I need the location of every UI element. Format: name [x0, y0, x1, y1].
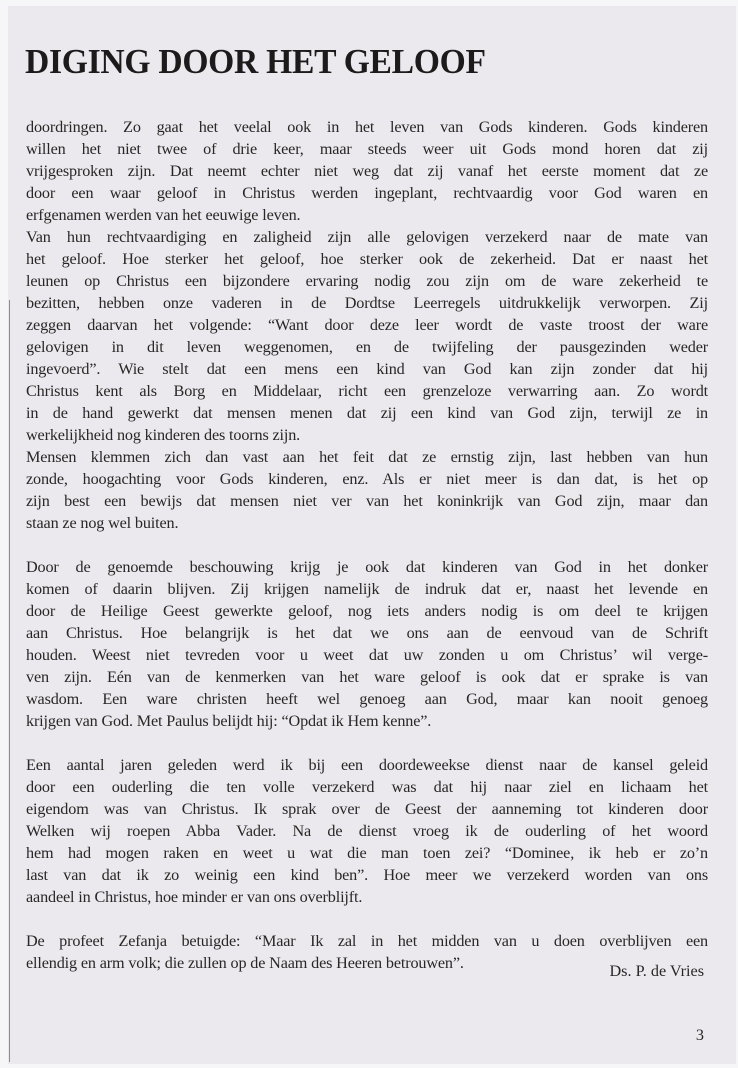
text-line: bezitten, hebben onze vaderen in de Dordtse Leerregels uitdrukkelijk verworpen. Zij — [26, 294, 708, 312]
paragraph — [26, 556, 708, 732]
page-edge-divider — [9, 300, 10, 1062]
text-line: komen of daarin blijven. Zij krijgen namelijk de indruk dat er, naast het levende en — [26, 580, 708, 598]
text-line: willen het niet twee of drie keer, maar steeds weer uit Gods mond horen dat zij — [26, 140, 708, 158]
text-line: zonde, hoogachting voor Gods kinderen, enz. Als er niet meer is dan dat, is het op — [26, 470, 708, 488]
text-line: houden. Weest niet tevreden voor u weet dat uw zonden u om Christus’ wil verge- — [26, 646, 708, 664]
text-line: Christus kent als Borg en Middelaar, richt een grenzeloze verwarring aan. Zo wordt — [26, 382, 708, 400]
article-body — [26, 116, 708, 996]
text-line: krijgen van God. Met Paulus belijdt hij: “Opdat ik Hem kenne”. — [26, 712, 432, 730]
text-line: gelovigen in dit leven weggenomen, en de twijfeling der pausgezinden weder — [26, 338, 708, 356]
text-line: doordringen. Zo gaat het veelal ook in het leven van Gods kinderen. Gods kinderen — [26, 118, 708, 136]
text-line: zijn best een bewijs dat mensen niet ver van het koninkrijk van God zijn, maar dan — [26, 492, 708, 510]
text-line: werkelijkheid nog kinderen des toorns zijn. — [26, 426, 301, 444]
text-line: staan ze nog wel buiten. — [26, 514, 179, 532]
text-line: vrijgesproken zijn. Dat neemt echter niet weg dat zij vanaf het eerste moment dat ze — [26, 162, 708, 180]
text-line: het geloof. Hoe sterker het geloof, hoe sterker ook de zekerheid. Dat er naast het — [26, 250, 708, 268]
paragraph — [26, 116, 708, 226]
text-line: ven zijn. Eén van de kenmerken van het ware geloof is ook dat er sprake is van — [26, 668, 708, 686]
text-line: hem had mogen raken en weet u wat die man toen zei? “Dominee, ik heb er zo’n — [26, 844, 708, 862]
paragraph — [26, 226, 708, 446]
text-line: Een aantal jaren geleden werd ik bij een doordeweekse dienst naar de kansel geleid — [26, 756, 708, 774]
text-line: door een waar geloof in Christus werden ingeplant, rechtvaardig voor God waren en — [26, 184, 708, 202]
article-title: DIGING DOOR HET GELOOF — [25, 42, 486, 81]
text-line: aan Christus. Hoe belangrijk is het dat we ons aan de eenvoud van de Schrift — [26, 624, 708, 642]
text-line: Door de genoemde beschouwing krijg je ook dat kinderen van God in het donker — [26, 558, 708, 576]
paragraph — [26, 446, 708, 534]
text-line: door de Heilige Geest gewerkte geloof, nog iets anders nodig is om deel te krijgen — [26, 602, 708, 620]
text-line: ellendig en arm volk; die zullen op de Naam des Heeren betrouwen”. — [26, 954, 464, 972]
paragraph — [26, 754, 708, 908]
text-line: aandeel in Christus, hoe minder er van ons overblijft. — [26, 888, 363, 906]
text-line: door een ouderling die ten volle verzekerd was dat hij naar ziel en lichaam het — [26, 778, 708, 796]
text-line: last van dat ik zo weinig een kind ben”. Hoe meer we verzekerd worden van ons — [26, 866, 708, 884]
text-line: De profeet Zefanja betuigde: “Maar Ik zal in het midden van u doen overblijven een — [26, 932, 708, 950]
text-line: in de hand gewerkt dat mensen menen dat zij een kind van God zijn, terwijl ze in — [26, 404, 708, 422]
author-signature: Ds. P. de Vries — [609, 962, 704, 980]
text-line: zeggen daarvan het volgende: “Want door deze leer wordt de vaste troost der ware — [26, 316, 708, 334]
text-line: leunen op Christus een bijzondere ervaring nodig zou zijn om de ware zekerheid te — [26, 272, 708, 290]
text-line: erfgenamen werden van het eeuwige leven. — [26, 206, 301, 224]
text-line: eigendom was van Christus. Ik sprak over de Geest der aanneming tot kinderen door — [26, 800, 708, 818]
page-number: 3 — [695, 1026, 704, 1044]
paragraph — [26, 930, 708, 974]
text-line: Welken wij roepen Abba Vader. Na de dienst vroeg ik de ouderling of het woord — [26, 822, 708, 840]
text-line: Van hun rechtvaardiging en zaligheid zijn alle gelovigen verzekerd naar de mate van — [26, 228, 708, 246]
text-line: ingevoerd”. Wie stelt dat een mens een kind van God kan zijn zonder dat hij — [26, 360, 708, 378]
text-line: wasdom. Een ware christen heeft wel genoeg aan God, maar kan nooit genoeg — [26, 690, 708, 708]
text-line: Mensen klemmen zich dan vast aan het feit dat ze ernstig zijn, last hebben van hun — [26, 448, 708, 466]
